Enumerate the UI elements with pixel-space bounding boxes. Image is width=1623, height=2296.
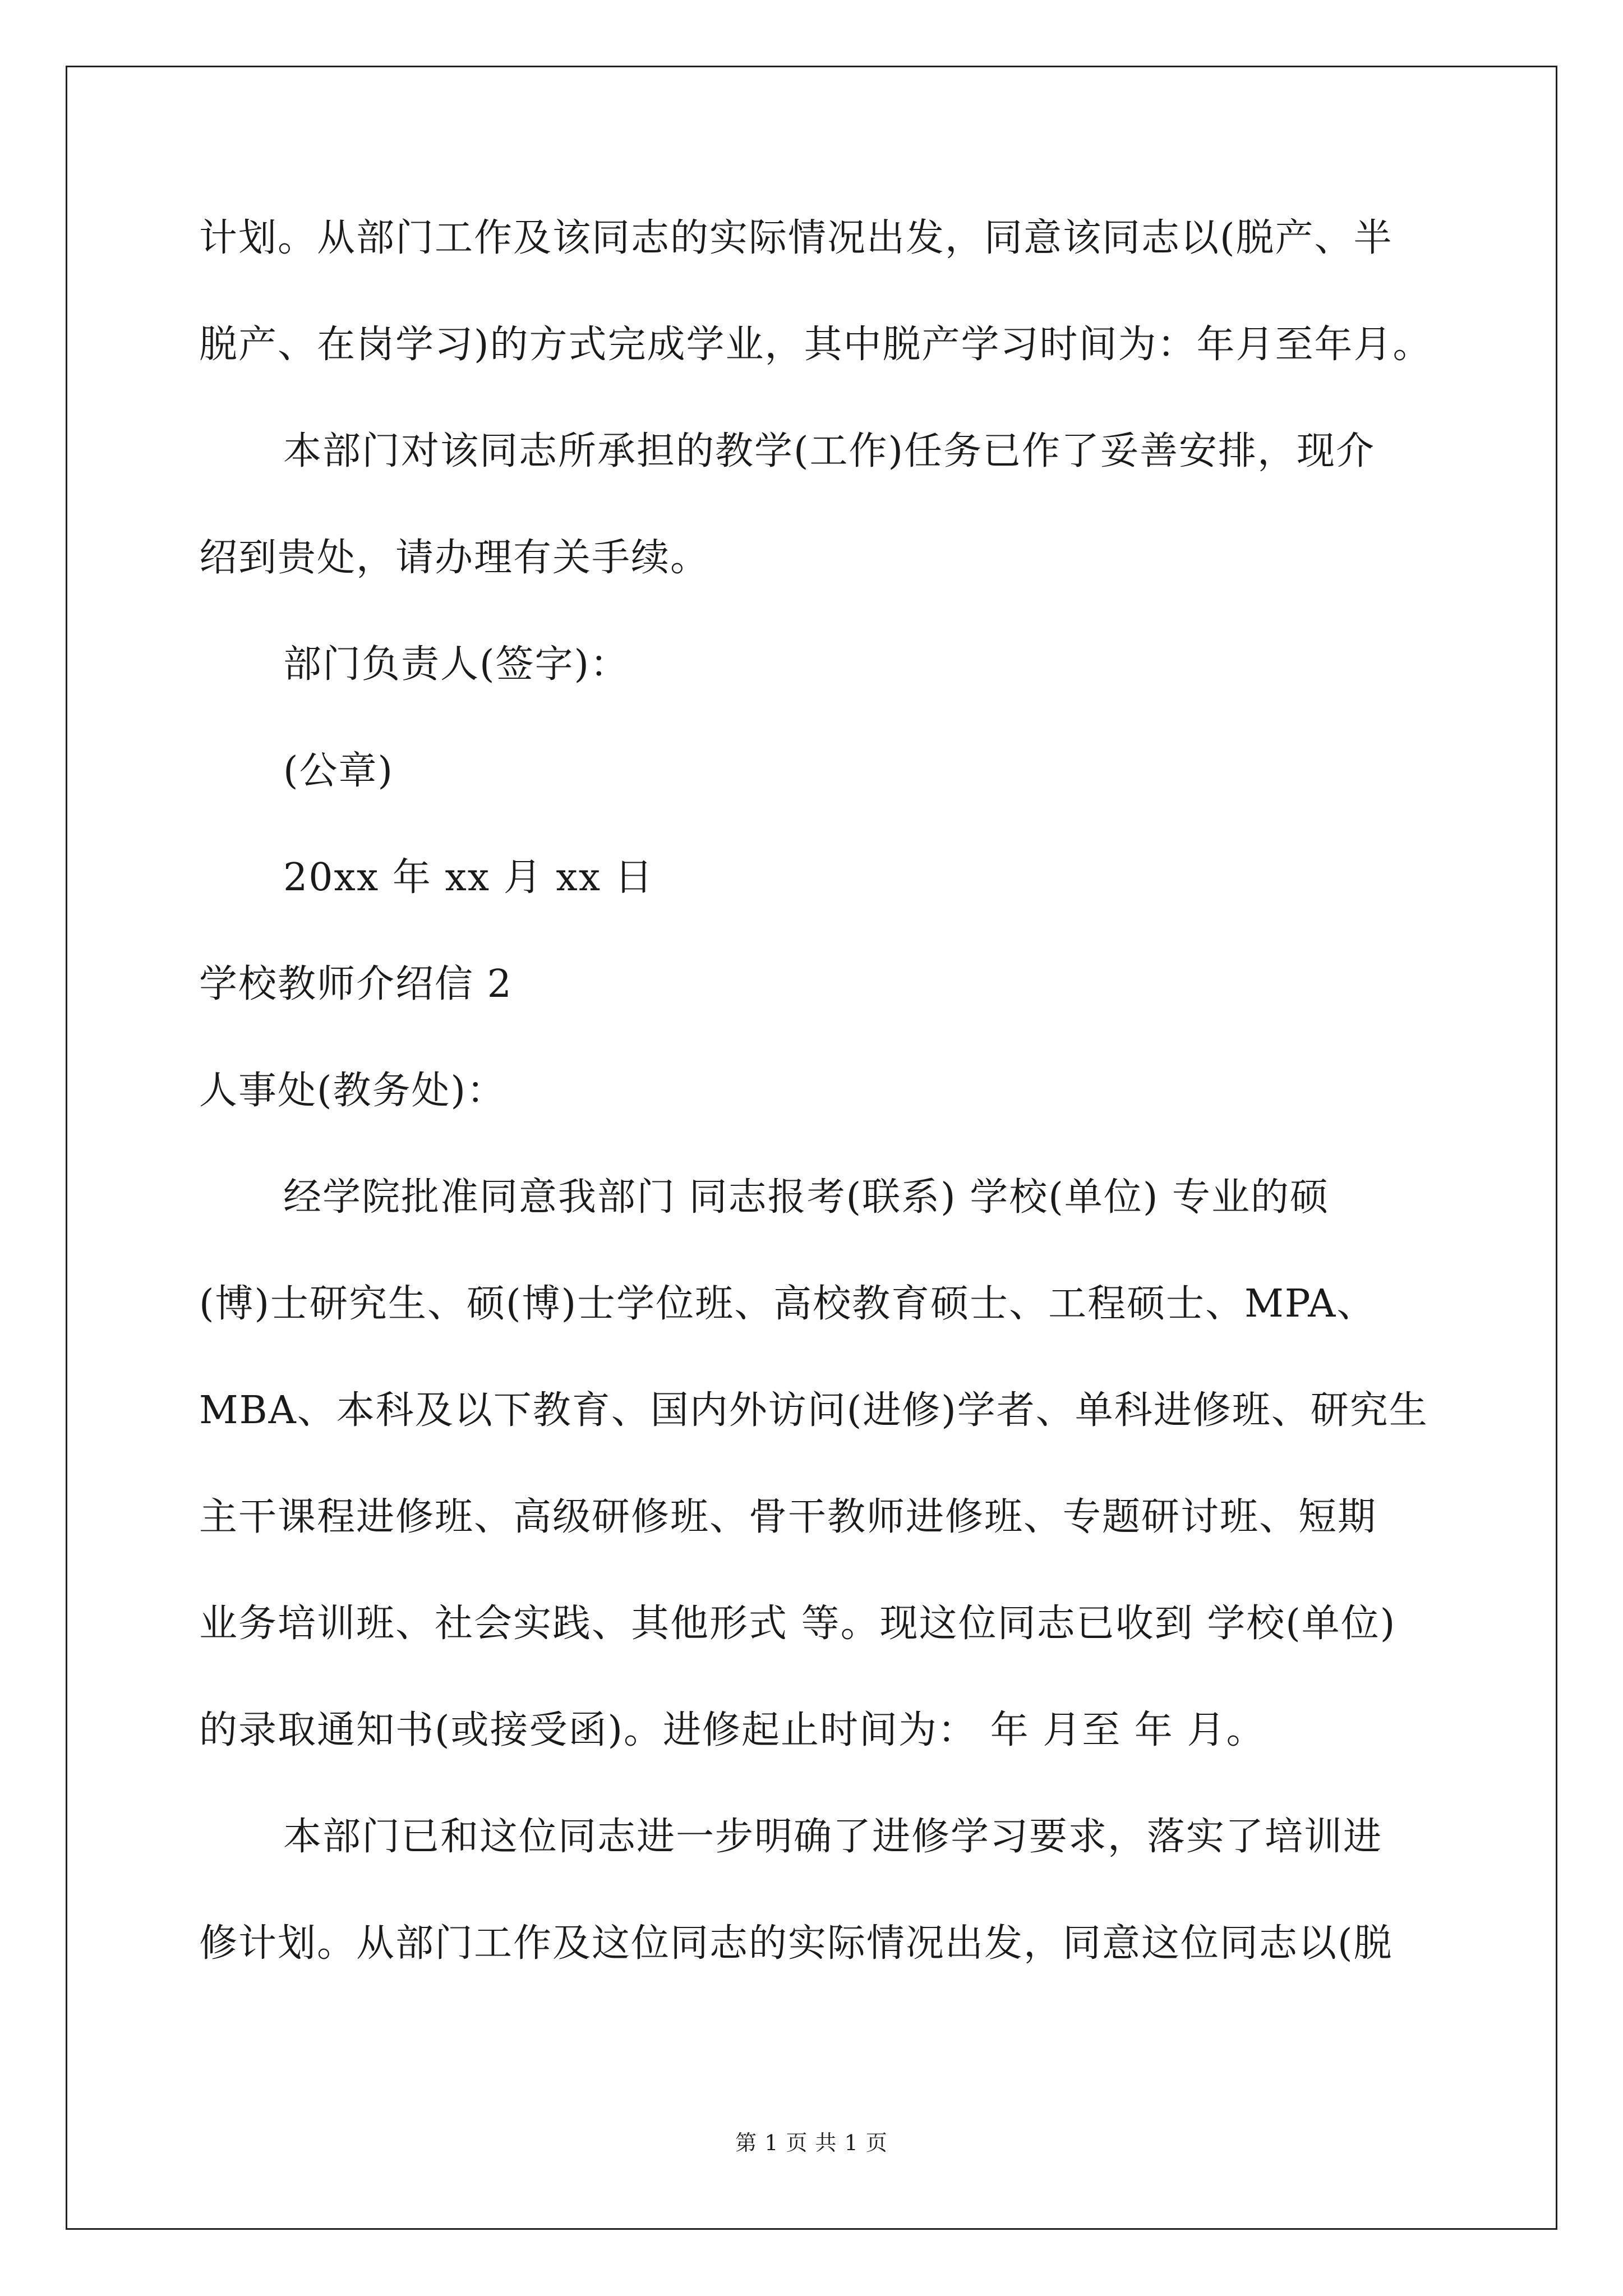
paragraph-line: (博)士研究生、硕(博)士学位班、高校教育硕士、工程硕士、MPA、 — [199, 1282, 1376, 1326]
paragraph-line: 绍到贵处，请办理有关手续。 — [199, 536, 710, 580]
section-title: 学校教师介绍信 2 — [199, 962, 513, 1006]
paragraph-line: 修计划。从部门工作及这位同志的实际情况出发，同意这位同志以(脱 — [199, 1921, 1393, 1966]
salutation: 人事处(教务处)： — [199, 1069, 506, 1113]
page-border — [66, 66, 1557, 2230]
paragraph-line: 本部门已和这位同志进一步明确了进修学习要求，落实了培训进 — [283, 1815, 1383, 1859]
paragraph-line: 经学院批准同意我部门 同志报考(联系) 学校(单位) 专业的硕 — [283, 1175, 1329, 1220]
seal-label: (公章) — [283, 749, 394, 793]
date-line: 20xx 年 xx 月 xx 日 — [283, 855, 654, 900]
paragraph-line: 的录取通知书(或接受函)。进修起止时间为： 年 月至 年 月。 — [199, 1708, 1266, 1752]
paragraph-line: 业务培训班、社会实践、其他形式 等。现这位同志已收到 学校(单位) — [199, 1602, 1396, 1646]
signature-label: 部门负责人(签字)： — [283, 642, 630, 687]
paragraph-line: 主干课程进修班、高级研修班、骨干教师进修班、专题研讨班、短期 — [199, 1495, 1377, 1539]
paragraph-line: MBA、本科及以下教育、国内外访问(进修)学者、单科进修班、研究生 — [199, 1388, 1428, 1433]
page-footer: 第 1 页 共 1 页 — [735, 2131, 888, 2155]
paragraph-line: 计划。从部门工作及该同志的实际情况出发，同意该同志以(脱产、半 — [199, 216, 1393, 260]
paragraph-line: 本部门对该同志所承担的教学(工作)任务已作了妥善安排，现介 — [283, 429, 1376, 473]
paragraph-line: 脱产、在岗学习)的方式完成学业，其中脱产学习时间为：年月至年月。 — [199, 323, 1432, 367]
